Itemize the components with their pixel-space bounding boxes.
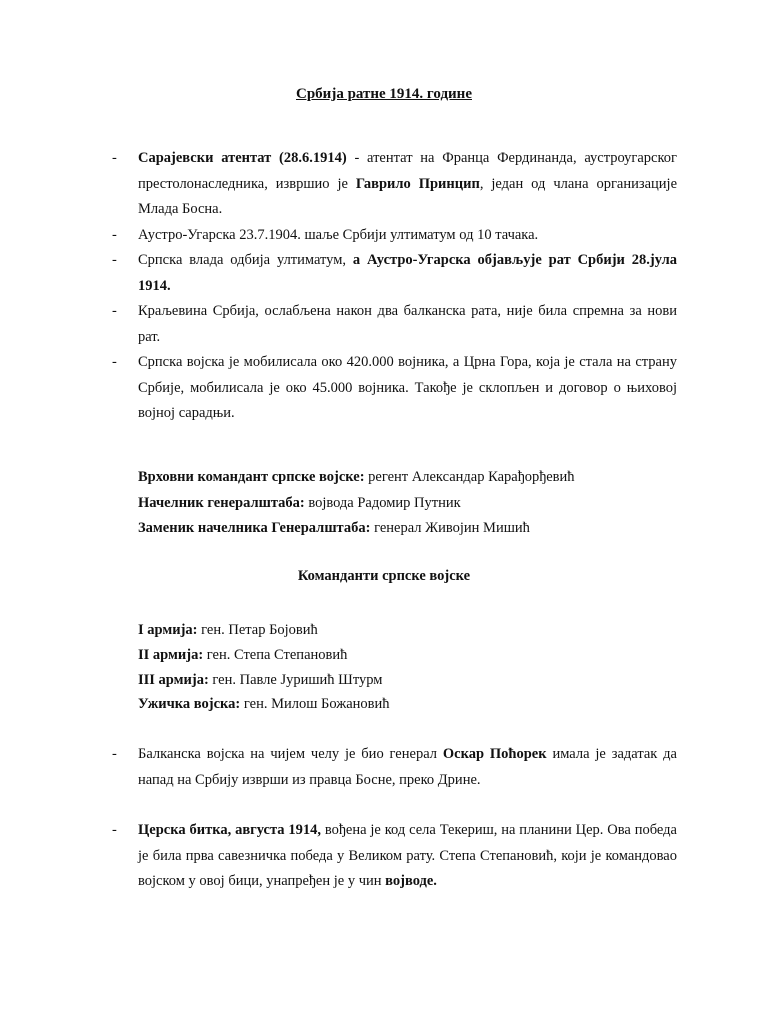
leader-value: регент Александар Карађорђевић [364,469,575,485]
leader-label: Заменик начелника Генералштаба: [138,520,371,536]
bullet-dash: - [112,150,117,166]
army-value: ген. Степа Степановић [203,647,348,663]
army-label: II армија: [138,647,204,663]
bullet-dash: - [112,822,117,838]
list-item [112,146,677,223]
list-item [112,350,677,427]
bold-text: војводе. [385,873,437,889]
army-value: ген. Петар Бојовић [197,622,318,638]
text: имала је задатак да напад на Србију изврши из правца Босне, преко Дрине. [138,746,677,788]
bullet-dash: - [112,252,117,268]
army-value: ген. Милош Божановић [240,696,390,712]
leader-line [138,465,575,490]
list-item [112,223,677,249]
cer-battle-bullet [112,818,677,895]
bullet-dash: - [112,303,117,319]
intro-bullet-list [112,146,677,427]
bullet-dash: - [112,354,117,370]
army-value: ген. Павле Јуришић Штурм [208,672,383,688]
army-line [138,692,390,717]
text: - атентат на Франца Фердинанда, аустроугарског престолонаследника, извршио је [138,150,677,192]
bold-text: Сарајевски атентат (28.6.1914) [138,150,347,166]
army-line [138,618,318,643]
balkan-army-bullet [112,742,677,793]
bold-text: Гаврило Принцип [355,175,480,192]
army-line [138,668,382,693]
text: , један од члана организације Млада Босна. [138,175,677,217]
list-item [112,818,677,895]
leader-value: генерал Живојин Мишић [370,520,530,536]
text: вођена је код села Текериш, на планини Цер. Ова победа је била прва савезничка победа у Великом рату. Степа Степановић, који је командовао војском у овој бици, унапређен је у чин [138,822,677,889]
text: Српска војска је мобилисала око 420.000 војника, а Црна Гора, која је стала на страну Србије, мобилисала је око 45.000 војника. Такође је склопљен и договор о њиховој војној сарадњи. [138,354,677,421]
text: Аустро-Угарска 23.7.1904. шаље Србији ултиматум од 10 тачака. [138,226,539,243]
leader-label: Врховни командант српске војске: [138,469,365,485]
bold-text: Церска битка, августа 1914, [138,822,322,838]
army-label: Ужичка војска: [138,696,241,712]
text: Балканска војска на чијем челу је био генерал [138,746,443,762]
text: Краљевина Србија, ослабљена након два балканска рата, није била спремна за нови рат. [138,303,677,345]
army-label: III армија: [138,672,209,688]
leader-line [138,491,461,516]
text: Српска влада одбија ултиматум, [138,252,353,268]
army-label: I армија: [138,622,198,638]
bold-text: а Аустро-Угарска објављује рат Србији 28.јула 1914. [138,252,677,294]
leader-label: Начелник генералштаба: [138,495,305,511]
leader-line [138,516,530,541]
list-item [112,299,677,350]
page-title: Србија ратне 1914. године [296,86,472,102]
leader-value: војвода Радомир Путник [304,495,461,511]
section-heading: Команданти српске војске [297,568,471,584]
bullet-dash: - [112,226,117,243]
army-line [138,643,347,668]
bold-text: Оскар Поћорек [442,746,547,762]
list-item [112,742,677,793]
bullet-dash: - [112,746,117,762]
list-item [112,248,677,299]
